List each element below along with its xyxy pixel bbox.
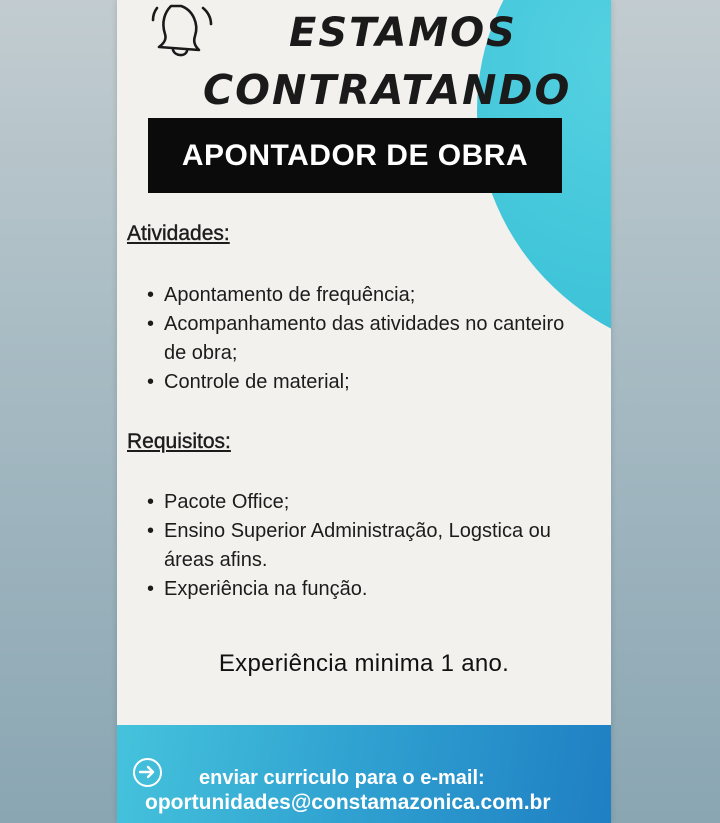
list-item: • Experiência na função. (147, 575, 587, 604)
list-item: • Acompanhamento das atividades no canteiro de obra; (147, 310, 587, 368)
experience-requirement: Experiência minima 1 ano. (218, 650, 510, 677)
arrow-right-circle-icon (133, 758, 162, 787)
list-item: • Pacote Office; (147, 488, 587, 517)
contact-instruction: enviar curriculo para o e-mail: (199, 767, 485, 789)
bell-icon (151, 0, 217, 58)
activities-list (147, 281, 587, 397)
list-item: • Ensino Superior Administração, Logstica ou áreas afins. (147, 517, 587, 575)
list-item: • Controle de material; (147, 368, 587, 397)
headline-line-2: CONTRATANDO (203, 66, 572, 114)
requirements-title: Requisitos: (127, 430, 231, 453)
headline-line-1: ESTAMOS (289, 10, 517, 56)
job-posting-card (117, 0, 611, 823)
activities-title: Atividades: (127, 222, 230, 245)
requirements-list (147, 488, 587, 604)
list-item: • Apontamento de frequência; (147, 281, 587, 310)
contact-footer (117, 725, 611, 823)
contact-email-link[interactable]: oportunidades@constamazonica.com.br (145, 791, 551, 814)
job-title-banner (148, 118, 562, 193)
job-title: APONTADOR DE OBRA (181, 138, 529, 172)
